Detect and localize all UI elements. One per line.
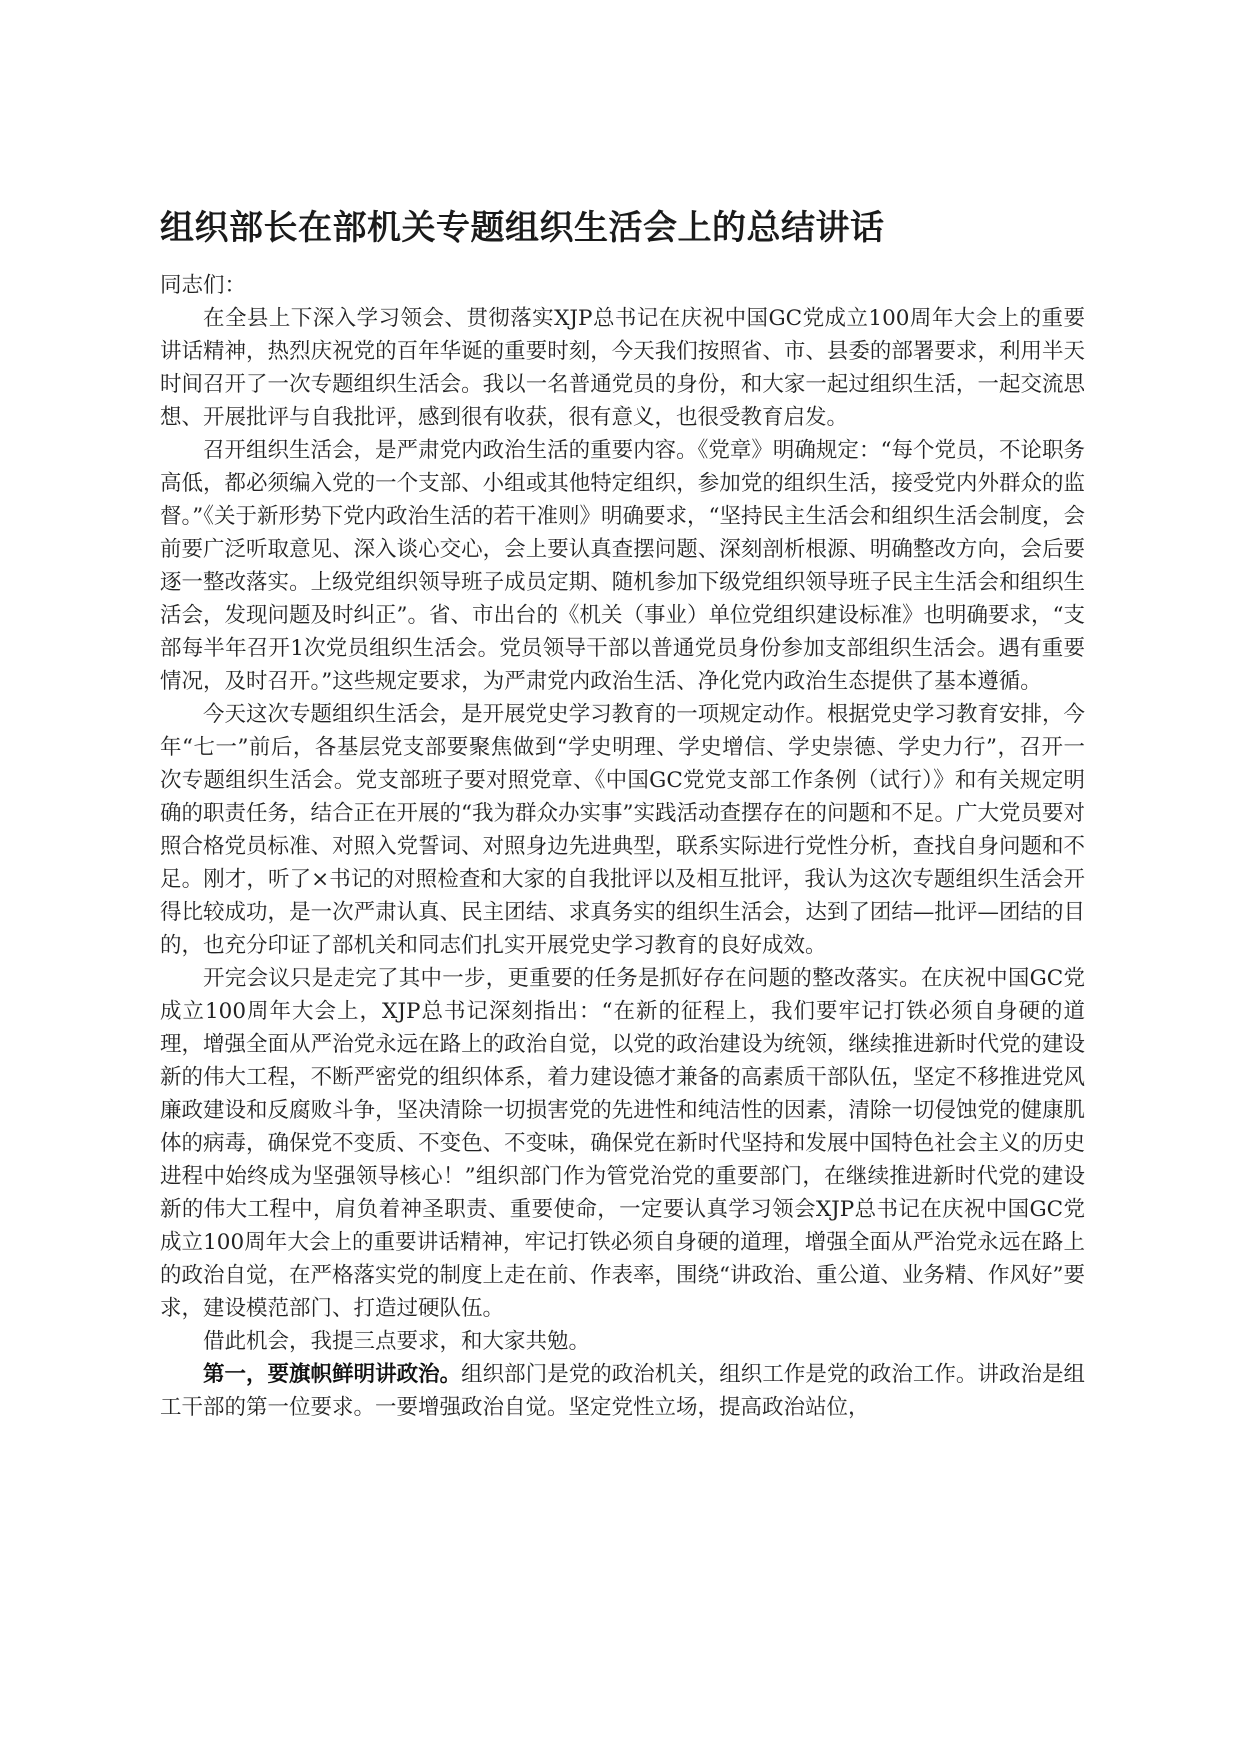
paragraph-rectification: 开完会议只是走完了其中一步，更重要的任务是抓好存在问题的整改落实。在庆祝中国GC党成立100周年大会上，XJP总书记深刻指出：“在新的征程上，我们要牢记打铁必须自身硬的道理，增强全面从严治党永远在路上的政治自觉，以党的政治建设为统领，继续推进新时代党的建设新的伟大工程，不断严密党的组织体系，着力建设德才兼备的高素质干部队伍，坚定不移推进党风廉政建设和反腐败斗争，坚决清除一切损害党的先进性和纯洁性的因素，清除一切侵蚀党的健康肌体的病毒，确保党不变质、不变色、不变味，确保党在新时代坚持和发展中国特色社会主义的历史进程中始终成为坚强领导核心！”组织部门作为管党治党的重要部门，在继续推进新时代党的建设新的伟大工程中，肩负着神圣职责、重要使命，一定要认真学习领会XJP总书记在庆祝中国GC党成立100周年大会上的重要讲话精神，牢记打铁必须自身硬的道理，增强全面从严治党永远在路上的政治自觉，在严格落实党的制度上走在前、作表率，围绕“讲政治、重公道、业务精、作风好”要求，建设模范部门、打造过硬队伍。	[160, 966, 1085, 1321]
point-one-lead: 第一，要旗帜鲜明讲政治。	[203, 1362, 462, 1387]
document-body	[160, 269, 1085, 1424]
point-one-text: 组织部门是党的政治机关，组织工作是党的政治工作。讲政治是组工干部的第一位要求。一要增强政治自觉。坚定党性立场，提高政治站位，	[160, 1362, 1085, 1420]
paragraph-regulations: 召开组织生活会，是严肃党内政治生活的重要内容。《党章》明确规定：“每个党员，不论职务高低，都必须编入党的一个支部、小组或其他特定组织，参加党的组织生活，接受党内外群众的监督。”《关于新形势下党内政治生活的若干准则》明确要求，“坚持民主生活会和组织生活会制度，会前要广泛听取意见、深入谈心交心，会上要认真查摆问题、深刻剖析根源、明确整改方向，会后要逐一整改落实。上级党组织领导班子成员定期、随机参加下级党组织领导班子民主生活会和组织生活会，发现问题及时纠正”。省、市出台的《机关（事业）单位党组织建设标准》也明确要求，“支部每半年召开1次党员组织生活会。党员领导干部以普通党员身份参加支部组织生活会。遇有重要情况，及时召开。”这些规定要求，为严肃党内政治生活、净化党内政治生态提供了基本遵循。	[160, 438, 1085, 694]
paragraph-opening: 在全县上下深入学习领会、贯彻落实XJP总书记在庆祝中国GC党成立100周年大会上的重要讲话精神，热烈庆祝党的百年华诞的重要时刻，今天我们按照省、市、县委的部署要求，利用半天时间召开了一次专题组织生活会。我以一名普通党员的身份，和大家一起过组织生活，一起交流思想、开展批评与自我批评，感到很有收获，很有意义，也很受教育启发。	[160, 306, 1085, 430]
document-title: 组织部长在部机关专题组织生活会上的总结讲话	[160, 208, 885, 248]
salutation: 同志们：	[160, 273, 247, 298]
paragraph-requirements-intro: 借此机会，我提三点要求，和大家共勉。	[203, 1329, 591, 1354]
paragraph-point-one	[160, 1358, 1085, 1424]
paragraph-meeting-review: 今天这次专题组织生活会，是开展党史学习教育的一项规定动作。根据党史学习教育安排，今年“七一”前后，各基层党支部要聚焦做到“学史明理、学史增信、学史崇德、学史力行”，召开一次专题组织生活会。党支部班子要对照党章、《中国GC党党支部工作条例（试行）》和有关规定明确的职责任务，结合正在开展的“我为群众办实事”实践活动查摆存在的问题和不足。广大党员要对照合格党员标准、对照入党誓词、对照身边先进典型，联系实际进行党性分析，查找自身问题和不足。刚才，听了×书记的对照检查和大家的自我批评以及相互批评，我认为这次专题组织生活会开得比较成功，是一次严肃认真、民主团结、求真务实的组织生活会，达到了团结—批评—团结的目的，也充分印证了部机关和同志们扎实开展党史学习教育的良好成效。	[160, 702, 1085, 958]
